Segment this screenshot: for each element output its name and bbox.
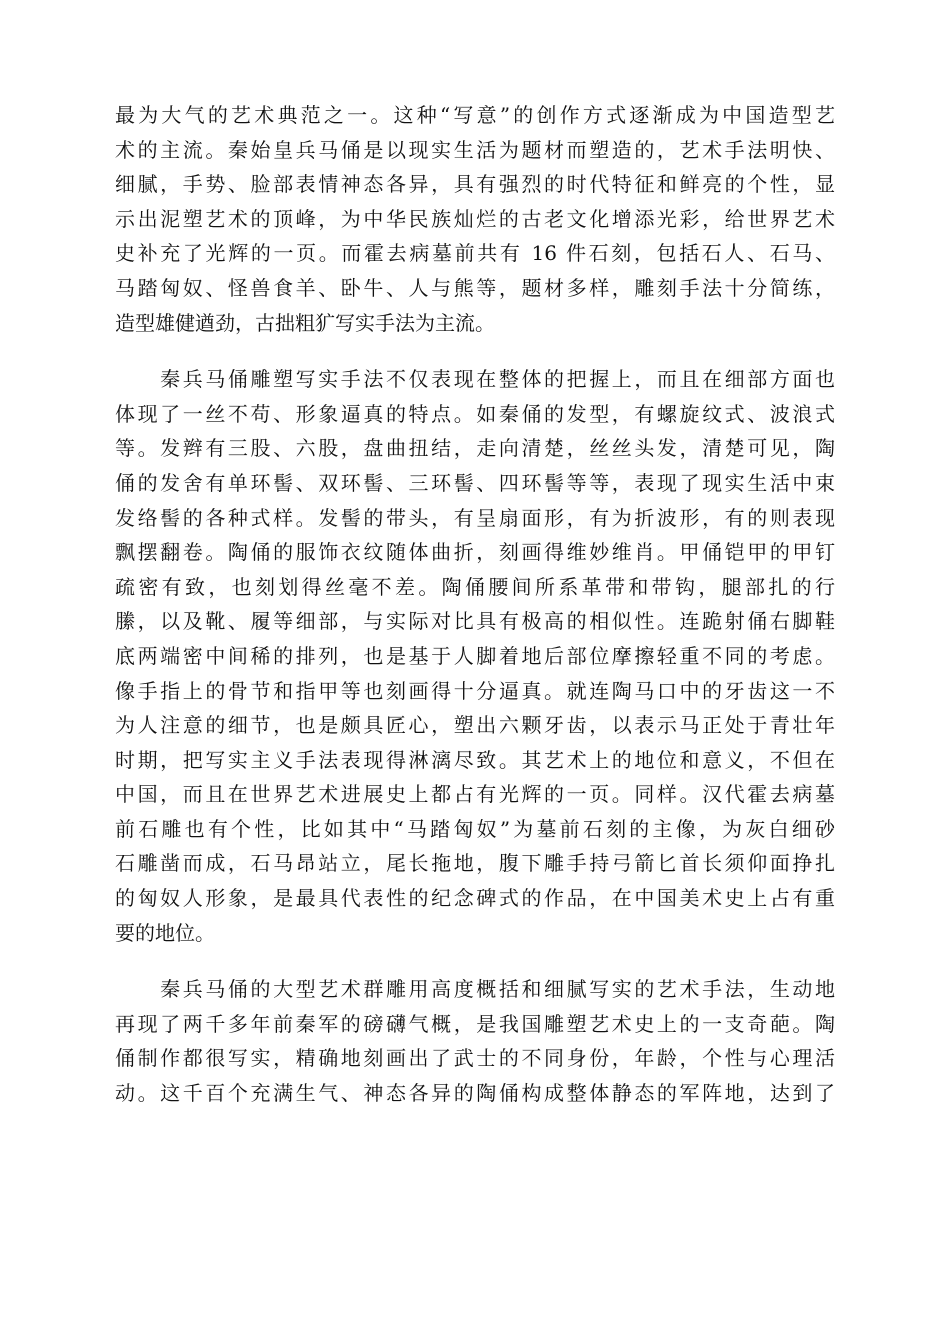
text-line: 史补充了光辉的一页。而霍去病墓前共有 16 件石刻，包括石人、石马、 — [115, 241, 835, 266]
text-line: 俑的发舍有单环髻、双环髻、三环髻、四环髻等等，表现了现实生活中束 — [115, 470, 835, 495]
text-line: 马踏匈奴、怪兽食羊、卧牛、人与熊等，题材多样，雕刻手法十分简练， — [115, 275, 835, 300]
text-line: 体现了一丝不苟、形象逼真的特点。如秦俑的发型，有螺旋纹式、波浪式 — [115, 401, 835, 426]
paragraph-1 — [115, 98, 835, 340]
text-line: 再现了两千多年前秦军的磅礴气概，是我国雕塑艺术史上的一支奇葩。陶 — [115, 1011, 835, 1036]
text-line: 等。发辫有三股、六股，盘曲扭结，走向清楚，丝丝头发，清楚可见，陶 — [115, 436, 835, 461]
text-line: 像手指上的骨节和指甲等也刻画得十分逼真。就连陶马口中的牙齿这一不 — [115, 678, 835, 703]
text-line: 发络髻的各种式样。发髻的带头，有呈扇面形，有为折波形，有的则表现 — [115, 505, 835, 530]
text-line: 前石雕也有个性，比如其中“马踏匈奴”为墓前石刻的主像，为灰白细砂 — [115, 816, 835, 841]
text-line: 要的地位。 — [115, 920, 215, 945]
text-line: 縢，以及靴、履等细部，与实际对比具有极高的相似性。连跪射俑右脚鞋 — [115, 609, 835, 634]
text-line: 动。这千百个充满生气、神态各异的陶俑构成整体静态的军阵地，达到了 — [115, 1081, 835, 1106]
text-line: 为人注意的细节，也是颇具匠心，塑出六颗牙齿，以表示马正处于青壮年 — [115, 713, 835, 738]
text-line: 造型雄健遒劲，古拙粗犷写实手法为主流。 — [115, 310, 495, 335]
text-line: 底两端密中间稀的排列，也是基于人脚着地后部位摩擦轻重不同的考虑。 — [115, 643, 835, 668]
text-line: 细腻，手势、脸部表情神态各异，具有强烈的时代特征和鲜亮的个性，显 — [115, 172, 835, 197]
text-line: 俑制作都很写实，精确地刻画出了武士的不同身份，年龄，个性与心理活 — [115, 1046, 835, 1071]
text-line: 术的主流。秦始皇兵马俑是以现实生活为题材而塑造的，艺术手法明快、 — [115, 137, 835, 162]
paragraph-3 — [115, 972, 835, 1110]
text-line: 秦兵马俑雕塑写实手法不仅表现在整体的把握上，而且在细部方面也 — [115, 367, 835, 392]
text-line: 的匈奴人形象，是最具代表性的纪念碑式的作品，在中国美术史上占有重 — [115, 886, 835, 911]
text-line: 最为大气的艺术典范之一。这种“写意”的创作方式逐渐成为中国造型艺 — [115, 103, 835, 127]
text-line: 疏密有致，也刻划得丝毫不差。陶俑腰间所系革带和带钩，腿部扎的行 — [115, 574, 835, 599]
text-line: 石雕凿而成，石马昂站立，尾长拖地，腹下雕手持弓箭匕首长须仰面挣扎 — [115, 851, 835, 876]
paragraph-2 — [115, 362, 835, 950]
text-line: 飘摆翻卷。陶俑的服饰衣纹随体曲折，刻画得维妙维肖。甲俑铠甲的甲钉 — [115, 540, 835, 565]
text-line: 时期，把写实主义手法表现得淋漓尽致。其艺术上的地位和意义，不但在 — [115, 747, 835, 772]
document-body — [115, 98, 835, 1133]
text-line: 秦兵马俑的大型艺术群雕用高度概括和细腻写实的艺术手法，生动地 — [115, 977, 835, 1002]
text-line: 示出泥塑艺术的顶峰，为中华民族灿烂的古老文化增添光彩，给世界艺术 — [115, 206, 835, 231]
text-line: 中国，而且在世界艺术进展史上都占有光辉的一页。同样。汉代霍去病墓 — [115, 782, 835, 807]
